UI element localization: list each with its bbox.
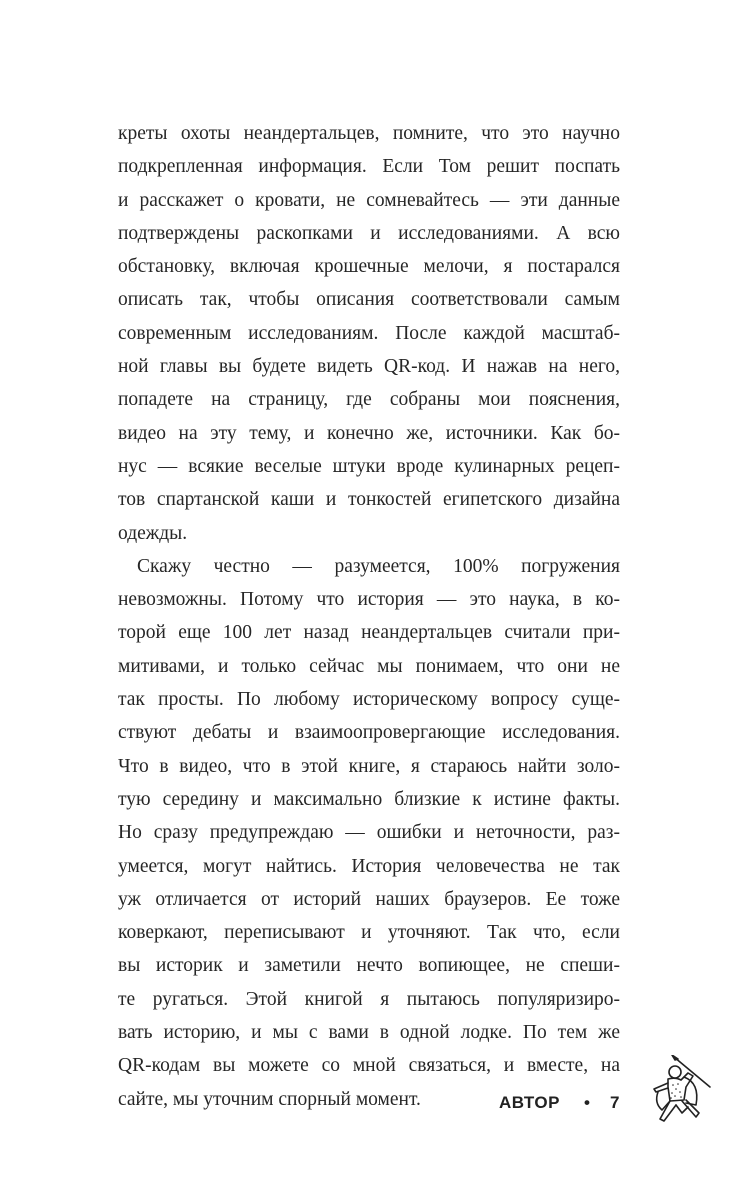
spear-warrior-icon — [648, 1055, 720, 1125]
text-line: нус — всякие веселые штуки вроде кулинарных рецеп- — [118, 455, 620, 477]
text-line: ствуют дебаты и взаимоопровергающие исследования. — [118, 722, 620, 744]
text-line: обстановку, включая крошечные мелочи, я постарался — [118, 256, 620, 278]
text-line: торой еще 100 лет назад неандертальцев считали при- — [118, 622, 620, 644]
text-line: современным исследованиям. После каждой масштаб- — [118, 322, 620, 344]
text-line: подтверждены раскопками и исследованиями. А всю — [118, 222, 620, 244]
text-line: QR-кодам вы можете со мной связаться, и вместе, на — [118, 1055, 620, 1077]
text-line: креты охоты неандертальцев, помните, что это научно — [118, 123, 620, 144]
text-line: тую середину и максимально близкие к истине факты. — [118, 788, 620, 810]
text-line: одежды. — [118, 522, 188, 544]
text-line: коверкают, переписывают и уточняют. Так что, если — [118, 922, 620, 944]
text-line: и расскажет о кровати, не сомневайтесь — эти данные — [118, 189, 620, 211]
text-line: вы историк и заметили нечто вопиющее, не спеши- — [118, 955, 620, 977]
text-line: Но сразу предупреждаю — ошибки и неточности, раз- — [118, 822, 620, 844]
text-line: митивами, и только сейчас мы понимаем, что они не — [118, 655, 620, 677]
separator-dot: • — [584, 1093, 590, 1112]
text-line: ной главы вы будете видеть QR-код. И нажав на него, — [118, 356, 620, 378]
text-line: те ругаться. Этой книгой я пытаюсь популяризиро- — [118, 988, 620, 1010]
text-line: тов спартанской каши и тонкостей египетского дизайна — [118, 489, 620, 511]
text-line: подкрепленная информация. Если Том решит поспать — [118, 156, 620, 178]
page-number: 7 — [610, 1093, 620, 1112]
text-line: умеется, могут найтись. История человечества не так — [118, 855, 620, 877]
running-head: АВТОР — [499, 1093, 560, 1112]
text-line: Скажу честно — разумеется, 100% погружения — [137, 555, 620, 577]
body-text — [118, 117, 620, 1116]
text-line: невозможны. Потому что история — это наука, в ко- — [118, 589, 620, 611]
text-line: Что в видео, что в этой книге, я стараюсь найти золо- — [118, 755, 620, 777]
text-line: видео на эту тему, и конечно же, источники. Как бо- — [118, 422, 620, 444]
text-line: сайте, мы уточним спорный момент. — [118, 1088, 421, 1110]
text-line: вать историю, и мы с вами в одной лодке. По тем же — [118, 1022, 620, 1044]
text-line: попадете на страницу, где собраны мои пояснения, — [118, 389, 620, 411]
text-line: описать так, чтобы описания соответствовали самым — [118, 289, 620, 311]
text-line: так просты. По любому историческому вопросу суще- — [118, 689, 620, 711]
text-line: уж отличается от историй наших браузеров. Ее тоже — [118, 888, 620, 910]
